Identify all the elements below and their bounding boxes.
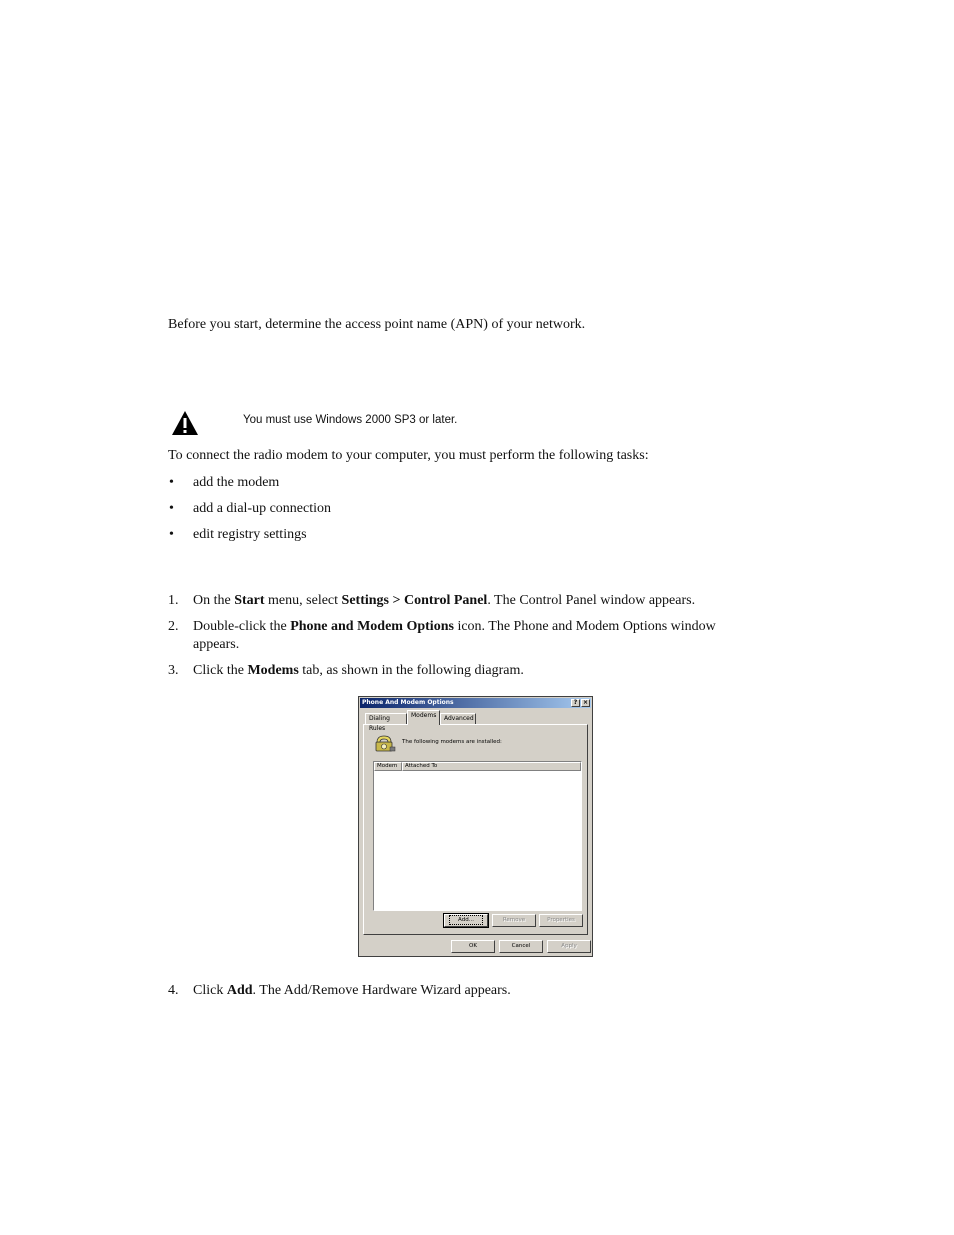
- column-header-modem[interactable]: Modem: [374, 762, 402, 771]
- phone-modem-options-dialog: [358, 696, 593, 957]
- column-header-attached-to[interactable]: Attached To: [402, 762, 581, 771]
- task-item-1: add the modem: [193, 475, 280, 490]
- tab-advanced[interactable]: Advanced: [440, 713, 476, 724]
- step-1-pre: On the: [193, 593, 235, 608]
- bullet-2: •: [169, 501, 174, 516]
- step-text-4: [193, 982, 511, 1000]
- tasks-intro: To connect the radio modem to your computer, you must perform the following tasks:: [168, 448, 649, 463]
- add-button-label: Add...: [449, 915, 483, 925]
- tab-modems[interactable]: Modems: [407, 710, 440, 725]
- warning-text: You must use Windows 2000 SP3 or later.: [243, 414, 458, 426]
- step-4-post: . The Add/Remove Hardware Wizard appears.: [252, 983, 511, 998]
- dialog-title: Phone And Modem Options: [362, 699, 454, 706]
- step-number-3: 3.: [168, 663, 179, 678]
- cancel-button[interactable]: Cancel: [499, 940, 543, 953]
- step-text-2-cont: appears.: [193, 637, 240, 652]
- ok-button[interactable]: OK: [451, 940, 495, 953]
- apply-button[interactable]: Apply: [547, 940, 591, 953]
- step-2-post: icon. The Phone and Modem Options window: [453, 619, 716, 634]
- step-text-1: [193, 592, 695, 610]
- bullet-1: •: [169, 475, 174, 490]
- modem-phone-icon: [374, 733, 396, 753]
- task-item-2: add a dial-up connection: [193, 501, 332, 516]
- step-3-pre: Click the: [193, 663, 248, 678]
- step-2-pre: Double-click the: [193, 619, 291, 634]
- modems-tab-panel: [363, 724, 588, 935]
- step-number-1: 1.: [168, 593, 179, 608]
- add-button[interactable]: [444, 914, 488, 927]
- properties-button[interactable]: Properties: [539, 914, 583, 927]
- bullet-3: •: [169, 527, 174, 542]
- step-2-phone-modem: Phone and Modem Options: [290, 619, 454, 634]
- step-3-post: tab, as shown in the following diagram.: [298, 663, 524, 678]
- step-1-start: Start: [234, 593, 265, 608]
- task-item-3: edit registry settings: [193, 527, 307, 542]
- step-3-modems: Modems: [247, 663, 299, 678]
- help-button[interactable]: ?: [571, 699, 580, 707]
- remove-button[interactable]: Remove: [492, 914, 536, 927]
- step-number-4: 4.: [168, 983, 179, 998]
- step-4-pre: Click: [193, 983, 227, 998]
- tab-dialing-rules[interactable]: Dialing Rules: [365, 713, 407, 724]
- step-1-mid: menu, select: [264, 593, 342, 608]
- step-text-2: [193, 618, 716, 636]
- step-4-add: Add: [226, 983, 253, 998]
- close-button[interactable]: ×: [582, 699, 589, 706]
- step-1-settings: Settings > Control Panel: [341, 593, 488, 608]
- installed-modems-label: The following modems are installed:: [402, 739, 502, 745]
- intro-paragraph: Before you start, determine the access point name (APN) of your network.: [168, 317, 586, 332]
- step-number-2: 2.: [168, 619, 179, 634]
- dialog-titlebar: [360, 698, 591, 708]
- modems-list[interactable]: [373, 761, 582, 911]
- step-text-3: [193, 662, 524, 680]
- warning-triangle-icon: [170, 409, 200, 437]
- step-1-post: . The Control Panel window appears.: [487, 593, 696, 608]
